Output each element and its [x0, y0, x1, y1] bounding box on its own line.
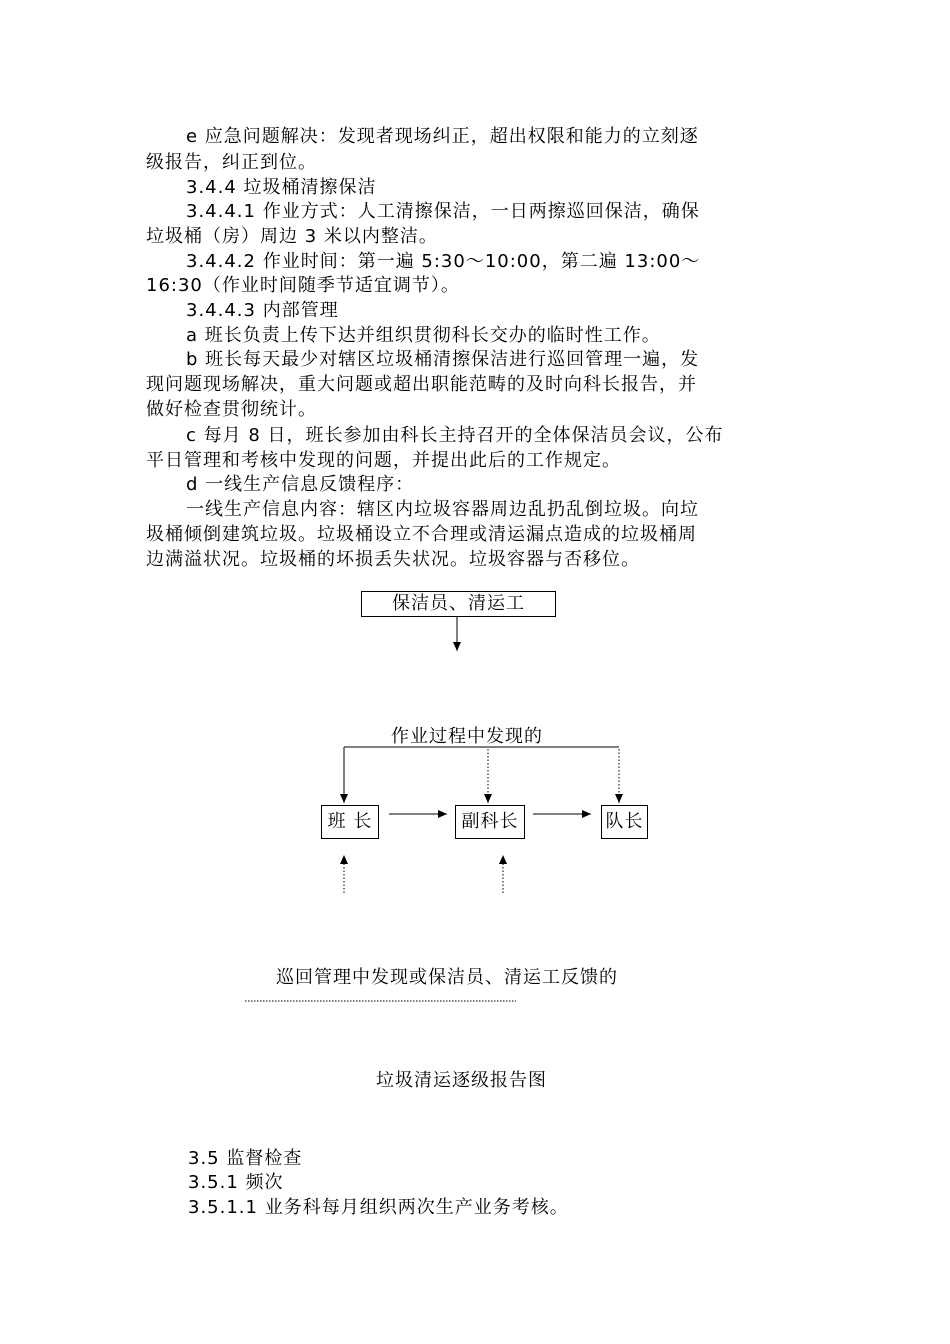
section-heading: 3.5.1 频次: [188, 1172, 284, 1193]
paragraph-line: c 每月 8 日，班长参加由科长主持召开的全体保洁员会议，公布: [186, 425, 724, 446]
paragraph-line: b 班长每天最少对辖区垃圾桶清擦保洁进行巡回管理一遍，发: [186, 349, 700, 370]
paragraph-line: 3.4.4.1 作业方式：人工清擦保洁，一日两擦巡回保洁，确保: [186, 201, 700, 222]
diagram-caption: 垃圾清运逐级报告图: [376, 1070, 547, 1091]
paragraph-line: d 一线生产信息反馈程序：: [186, 474, 415, 495]
section-heading: 3.5 监督检查: [188, 1148, 303, 1169]
paragraph-line: 现问题现场解决，重大问题或超出职能范畴的及时向科长报告，并: [146, 374, 697, 395]
box-cleaner-worker: 保洁员、清运工: [361, 591, 556, 617]
paragraph-line: 做好检查贯彻统计。: [146, 399, 317, 420]
box-deputy-chief: 副科长: [455, 805, 525, 839]
section-heading: 3.4.4 垃圾桶清擦保洁: [186, 177, 377, 198]
process-found-label: 作业过程中发现的: [391, 726, 543, 747]
paragraph-line: 3.5.1.1 业务科每月组织两次生产业务考核。: [188, 1197, 569, 1218]
section-heading: 3.4.4.3 内部管理: [186, 300, 339, 321]
paragraph-line: 圾桶倾倒建筑垃圾。垃圾桶设立不合理或清运漏点造成的垃圾桶周: [146, 524, 697, 545]
paragraph-line: e 应急问题解决：发现者现场纠正，超出权限和能力的立刻逐: [186, 126, 699, 147]
paragraph-line: 平日管理和考核中发现的问题，并提出此后的工作规定。: [146, 450, 621, 471]
paragraph-line: 垃圾桶（房）周边 3 米以内整洁。: [146, 226, 438, 247]
paragraph-line: a 班长负责上传下达并组织贯彻科长交办的临时性工作。: [186, 325, 661, 346]
box-team-leader: 班 长: [321, 805, 379, 839]
paragraph-line: 边满溢状况。垃圾桶的坏损丢失状况。垃圾容器与否移位。: [146, 549, 640, 570]
paragraph-line: 一线生产信息内容：辖区内垃圾容器周边乱扔乱倒垃圾。向垃: [186, 499, 699, 520]
box-captain: 队长: [601, 805, 648, 839]
paragraph-line: 3.4.4.2 作业时间：第一遍 5:30～10:00，第二遍 13:00～: [186, 251, 701, 272]
paragraph-line: 16:30（作业时间随季节适宜调节）。: [146, 275, 460, 296]
patrol-feedback-label: 巡回管理中发现或保洁员、清运工反馈的: [276, 967, 618, 988]
paragraph-line: 级报告，纠正到位。: [146, 152, 317, 173]
